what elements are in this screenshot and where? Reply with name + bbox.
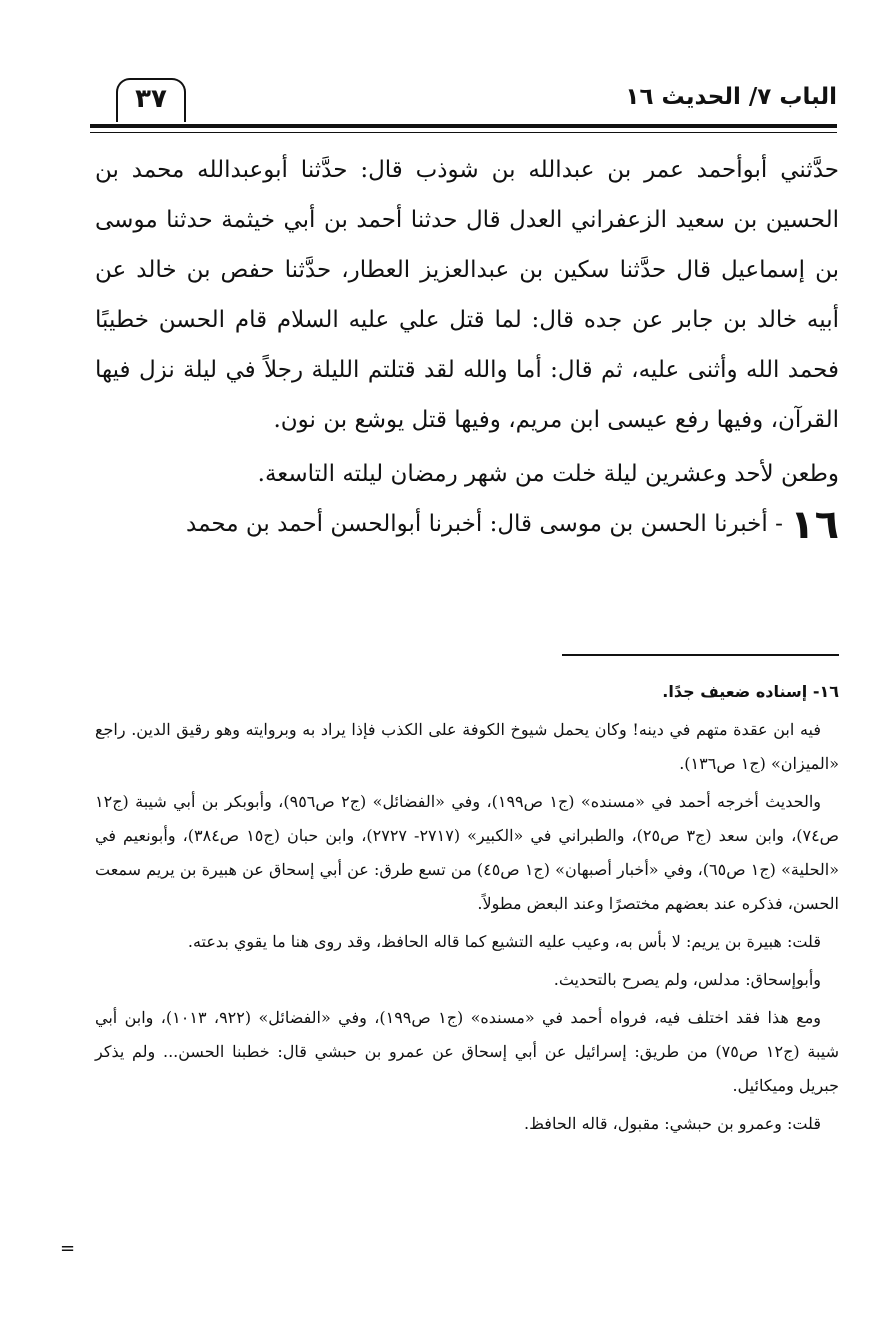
main-paragraph: حدَّثني أبوأحمد عمر بن عبدالله بن شوذب قال: حدَّثنا أبوعبدالله محمد بن الحسين بن سعيد الزعفراني العدل قال حدثنا أحمد بن أبي خيثمة حدثنا موسى بن إسماعيل قال حدَّثنا سكين بن عبدالعزيز العطار، حدَّثنا حفص بن خالد عن أبيه خالد بن جابر عن جده قال: لما قتل علي عليه السلام قام الحسن خطيبًا فحمد الله وأثنى عليه، ثم قال: أما والله لقد قتلتم الليلة رجلاً في ليلة نزل فيها القرآن، وفيها رفع عيسى ابن مريم، وفيها قتل يوشع بن نون.: [95, 157, 839, 433]
footnote-paragraph: قلت: وعمرو بن حبشي: مقبول، قاله الحافظ.: [524, 1114, 821, 1133]
footnote-paragraph: ومع هذا فقد اختلف فيه، فرواه أحمد في «مسنده» (ج١ ص١٩٩)، وفي «الفضائل» (٩٢٢، ١٠١٣)، وابن أبي شيبة (ج١٢ ص٧٥) من طريق: إسرائيل عن أبي إسحاق عن عمرو بن حبشي قال: خطبنا الحسن... ولم يذكر جبريل وميكائيل.: [95, 1008, 840, 1095]
hadith-opening: [95, 499, 839, 550]
page-number-frame: [116, 78, 186, 122]
header-rule-thin: [90, 132, 837, 133]
footnote-separator: [562, 654, 839, 656]
hadith-text: - أخبرنا الحسن بن موسى قال: أخبرنا أبوالحسن أحمد بن محمد: [186, 511, 783, 537]
page-header: [90, 78, 837, 130]
footnote-heading: ١٦- إسناده ضعيف جدًا.: [662, 682, 839, 701]
main-paragraph: وطعن لأحد وعشرين ليلة خلت من شهر رمضان ليلته التاسعة.: [257, 461, 839, 487]
page-number: ٣٧: [135, 84, 167, 114]
running-title: الباب ٧/ الحديث ١٦: [625, 84, 837, 110]
header-rule-thick: [90, 124, 837, 128]
footnote-paragraph: فيه ابن عقدة متهم في دينه! وكان يحمل شيوخ الكوفة على الكذب فإذا يراد به وبروايته وهو رقيق الدين. راجع «الميزان» (ج١ ص١٣٦).: [95, 720, 839, 773]
footnotes: [95, 675, 839, 1145]
hadith-number: ١٦: [790, 502, 839, 548]
footnote-paragraph: والحديث أخرجه أحمد في «مسنده» (ج١ ص١٩٩)، وفي «الفضائل» (ج٢ ص٩٥٦)، وأبوبكر بن أبي شيبة (ج١٢ ص٧٤)، وابن سعد (ج٣ ص٢٥)، والطبراني في «الكبير» (٢٧١٧- ٢٧٢٧)، وابن حبان (ج١٥ ص٣٨٤)، وأبونعيم في «الحلية» (ج١ ص٦٥)، وفي «أخبار أصبهان» (ج١ ص٤٥) من تسع طرق: عن أبي إسحاق عن هبيرة بن يريم سمعت الحسن، فذكره عند بعضهم مختصرًا وعند البعض مطولاً.: [95, 792, 840, 913]
main-text: [95, 145, 839, 550]
footnote-paragraph: وأبوإسحاق: مدلس، ولم يصرح بالتحديث.: [553, 970, 821, 989]
continuation-mark: =: [60, 1238, 76, 1259]
footnote-paragraph: قلت: هبيرة بن يريم: لا بأس به، وعيب عليه التشيع كما قاله الحافظ، وقد روى هنا ما يقوي بدعته.: [187, 932, 821, 951]
